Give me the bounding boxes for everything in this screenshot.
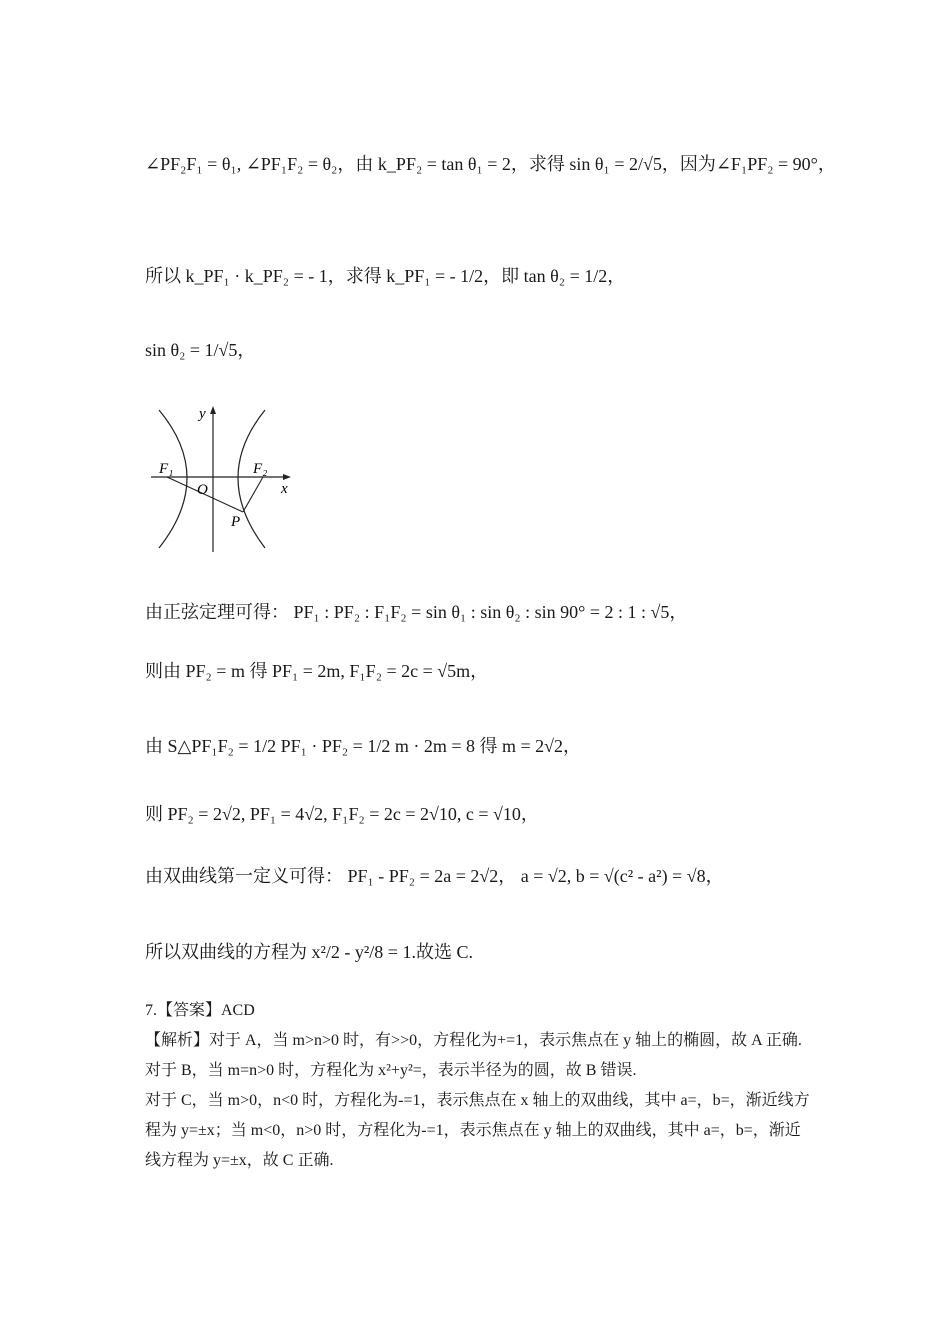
answer-section <box>145 996 810 1176</box>
answer-heading: 7.【答案】ACD <box>145 1002 255 1019</box>
solution-line-5: 则由 PF₂ = m 得 PF₁ = 2m, F₁F₂ = 2c = √5m， <box>145 661 489 681</box>
analysis-paragraph-a: 【解析】对于 A，当 m>n>0 时，有>>0，方程化为+=1，表示焦点在 y 轴上的椭圆，故 A 正确. <box>145 1032 802 1049</box>
origin-label: O <box>197 482 208 498</box>
focus-f2-label: F₂ <box>253 461 268 477</box>
analysis-paragraph-c: 对于 C，当 m>0，n<0 时，方程化为-=1，表示焦点在 x 轴上的双曲线，其中 a=，b=，渐近线方程为 y=±x；当 m<0，n>0 时，方程化为-=1，表示焦点在 y 轴上的双曲线，其中 a=，b=，渐近线方程为 y=±x，故 C 正确. <box>145 1092 810 1169</box>
x-axis-label: x <box>281 481 288 497</box>
segment-pf2 <box>243 477 263 512</box>
point-p-label: P <box>231 514 241 530</box>
hyperbola-figure <box>145 400 305 560</box>
solution-line-3: sin θ₂ = 1/√5， <box>145 340 256 360</box>
solution-line-2: 所以 k_PF₁ · k_PF₂ = - 1，求得 k_PF₁ = - 1/2，即 tan θ₂ = 1/2， <box>145 266 626 286</box>
solution-line-7: 则 PF₂ = 2√2, PF₁ = 4√2, F₁F₂ = 2c = 2√10, c = √10， <box>145 804 539 824</box>
focus-f1-label: F₁ <box>159 461 174 477</box>
solution-line-9: 所以双曲线的方程为 x²/2 - y²/8 = 1.故选 C. <box>145 942 473 962</box>
hyperbola-left-branch <box>159 410 187 548</box>
solution-line-4: 由正弦定理可得： PF₁ : PF₂ : F₁F₂ = sin θ₁ : sin θ₂ : sin 90° = 2 : 1 : √5， <box>145 602 688 622</box>
y-axis-arrow-icon <box>210 406 216 414</box>
analysis-paragraph-b: 对于 B，当 m=n>0 时，方程化为 x²+y²=，表示半径为的圆，故 B 错误. <box>145 1062 637 1079</box>
solution-line-8: 由双曲线第一定义可得： PF₁ - PF₂ = 2a = 2√2， a = √2, b = √(c² - a²) = √8， <box>145 866 724 886</box>
y-axis-label: y <box>199 406 206 422</box>
solution-line-1: ∠PF₂F₁ = θ₁, ∠PF₁F₂ = θ₂，由 k_PF₂ = tan θ₁ = 2，求得 sin θ₁ = 2/√5，因为∠F₁PF₂ = 90°， <box>145 154 836 174</box>
solution-line-6: 由 S△PF₁F₂ = 1/2 PF₁ · PF₂ = 1/2 m · 2m = 8 得 m = 2√2， <box>145 736 582 756</box>
x-axis-arrow-icon <box>283 474 291 480</box>
hyperbola-right-branch <box>238 410 268 548</box>
